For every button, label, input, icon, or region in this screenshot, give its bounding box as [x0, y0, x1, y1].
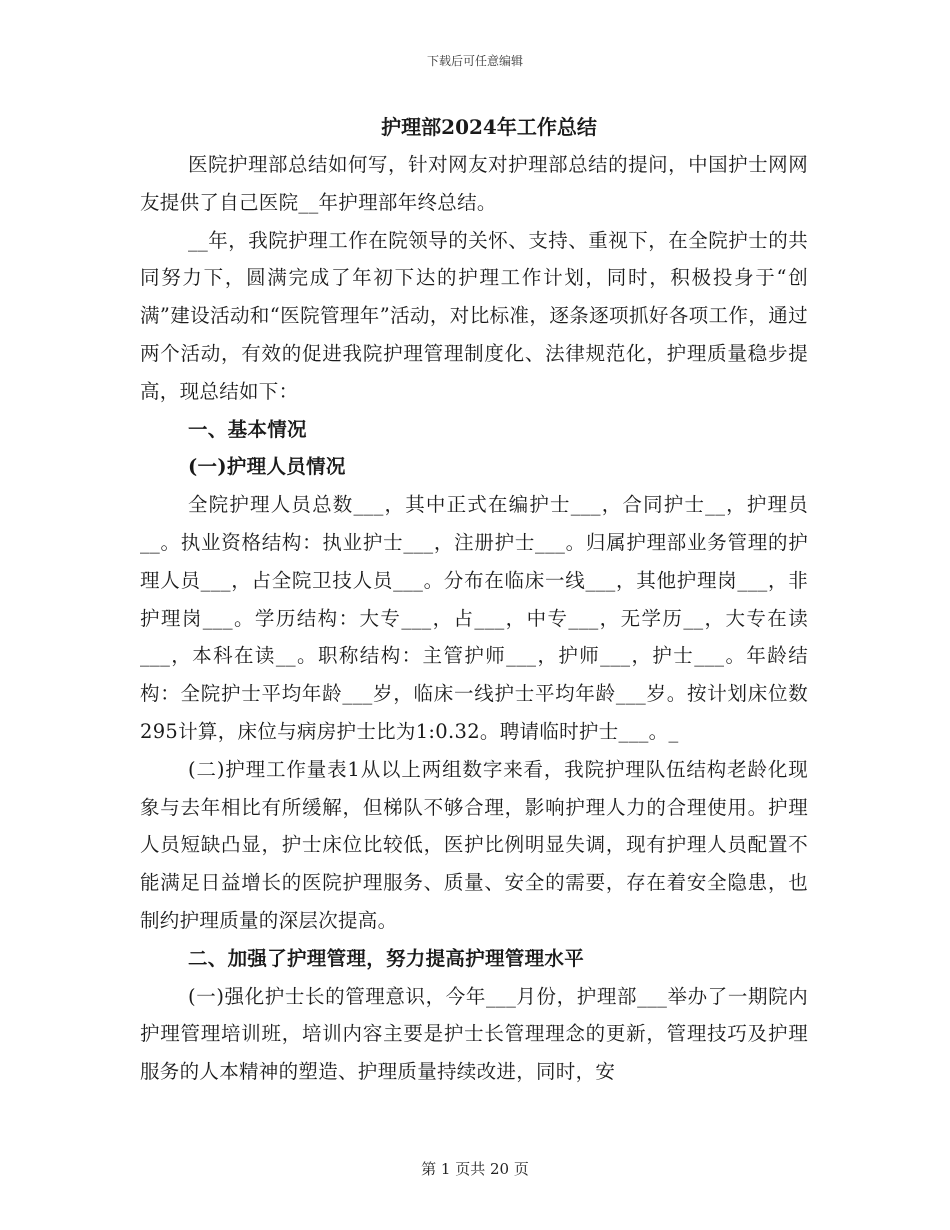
body-paragraph: (二)护理工作量表1从以上两组数字来看，我院护理队伍结构老龄化现象与去年相比有所缓解，但梯队不够合理，影响护理人力的合理使用。护理人员短缺凸显，护士床位比较低，医护比例明显失调，现有护理人员配置不能满足日益增长的医院护理服务、质量、安全的需要，存在着安全隐患，也制约护理质量的深层次提高。	[140, 757, 808, 932]
section-heading: 二、加强了护理管理，努力提高护理管理水平	[188, 946, 585, 970]
document-title: 护理部2024年工作总结	[381, 115, 597, 139]
body-paragraph: (一)强化护士长的管理意识，今年___月份，护理部___举办了一期院内护理管理培训班，培训内容主要是护士长管理理念的更新，管理技巧及护理服务的人本精神的塑造、护理质量持续改进，同时，安	[140, 984, 808, 1084]
document-body	[140, 108, 808, 1091]
page-footer: 第 1 页共 20 页	[421, 1160, 529, 1178]
paragraph-list	[140, 146, 808, 1091]
page-header: 下载后可任意编辑	[426, 54, 523, 68]
section-heading: (一)护理人员情况	[188, 455, 346, 479]
section-heading: 一、基本情况	[188, 417, 307, 441]
body-paragraph: 医院护理部总结如何写，针对网友对护理部总结的提问，中国护士网网友提供了自己医院__年护理部年终总结。	[140, 153, 808, 214]
body-paragraph: __年，我院护理工作在院领导的关怀、支持、重视下，在全院护士的共同努力下，圆满完成了年初下达的护理工作计划，同时，积极投身于“创满”建设活动和“医院管理年”活动，对比标准，逐条逐项抓好各项工作，通过两个活动，有效的促进我院护理管理制度化、法律规范化，护理质量稳步提高，现总结如下：	[140, 228, 808, 403]
body-paragraph: 全院护理人员总数___，其中正式在编护士___，合同护士__，护理员__。执业资格结构：执业护士___，注册护士___。归属护理部业务管理的护理人员___，占全院卫技人员___。分布在临床一线___，其他护理岗___，非护理岗___。学历结构：大专___，占___，中专___，无学历__，大专在读___，本科在读__。职称结构：主管护师___，护师___，护士___。年龄结构：全院护士平均年龄___岁，临床一线护士平均年龄___岁。按计划床位数295计算，床位与病房护士比为1:0.32。聘请临时护士___。_	[140, 493, 808, 743]
